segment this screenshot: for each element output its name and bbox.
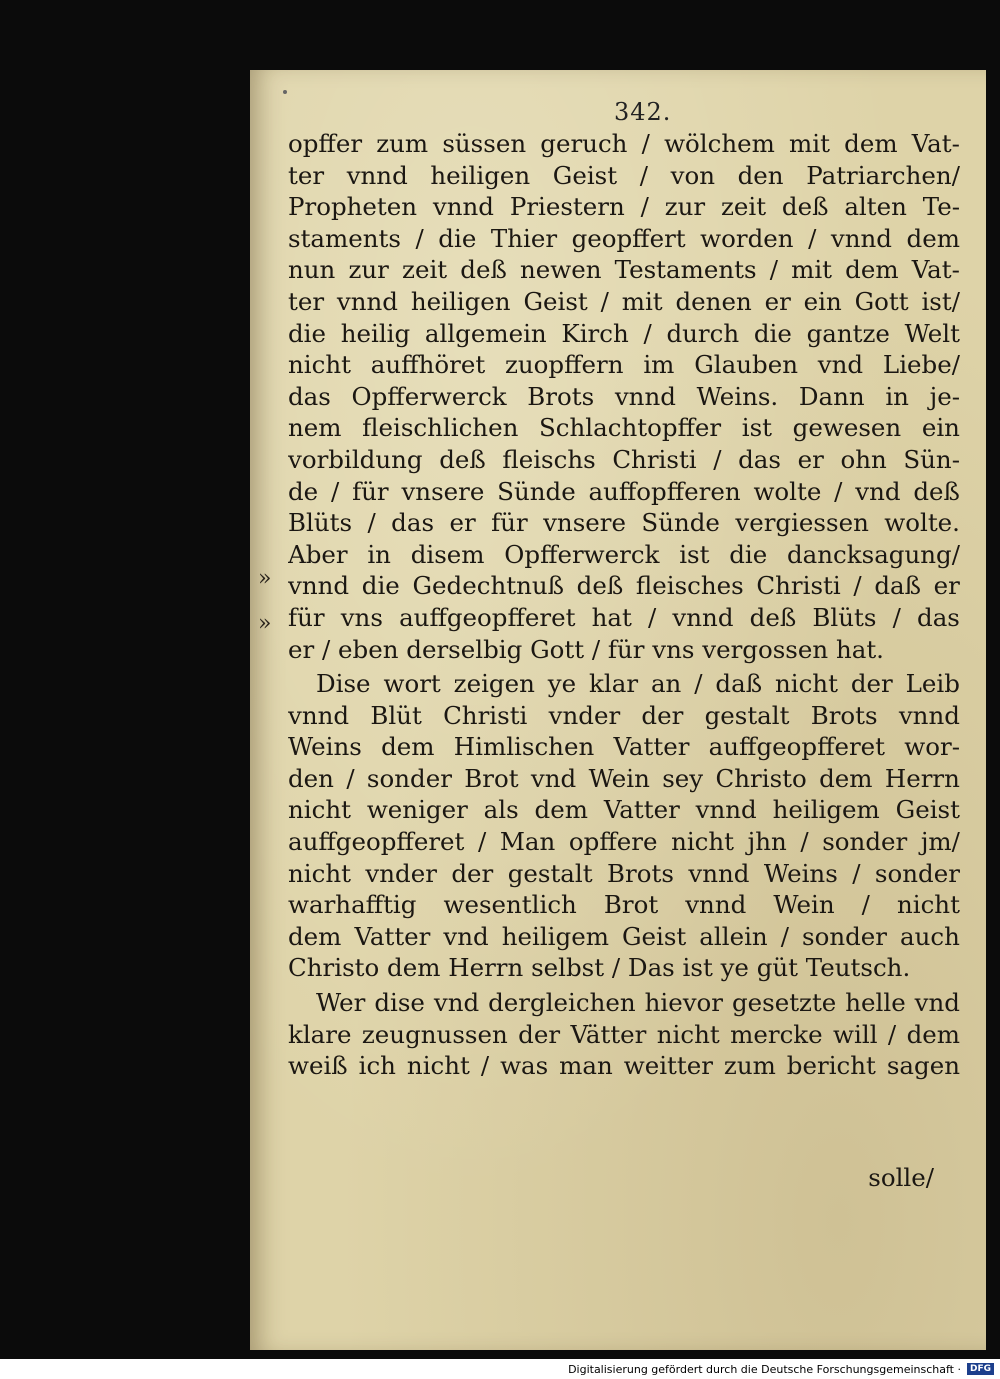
text-line: nicht auffhöret zuopffern im Glauben vnd Liebe/ bbox=[288, 350, 960, 380]
text-line: opffer zum süssen geruch / wölchem mit dem Vat- bbox=[288, 129, 960, 158]
text-line: nun zur zeit deß newen Testaments / mit dem Vat- bbox=[288, 255, 960, 285]
text-line: nem fleischlichen Schlachtopffer ist gewesen ein bbox=[288, 413, 960, 443]
page-text bbox=[288, 128, 960, 1082]
text-line: weiß ich nicht / was man weitter zum bericht sagen bbox=[288, 1051, 960, 1081]
text-line: Dise wort zeigen ye klar an / daß nicht der Leib bbox=[316, 669, 960, 699]
text-line: nicht vnder der gestalt Brots vnnd Weins / sonder bbox=[288, 858, 960, 888]
text-line: für vns auffgeopfferet hat / vnnd deß Blüts / das bbox=[288, 602, 960, 632]
text-line: er / eben derselbig Gott / für vns vergossen hat. bbox=[288, 634, 884, 664]
text-line: de / für vnsere Sünde auffopfferen wolte / vnd deß bbox=[288, 476, 960, 506]
text-line: Blüts / das er für vnsere Sünde vergiessen wolte. bbox=[288, 508, 960, 538]
paragraph-1 bbox=[288, 128, 960, 665]
text-line: ter vnnd heiligen Geist / von den Patriarchen/ bbox=[288, 160, 960, 190]
footer-bar bbox=[0, 1359, 1000, 1379]
page-number: 342. bbox=[614, 98, 672, 126]
paragraph-3 bbox=[288, 987, 960, 1082]
text-line: das Opfferwerck Brots vnnd Weins. Dann in je- bbox=[288, 381, 960, 411]
text-line: die heilig allgemein Kirch / durch die gantze Welt bbox=[288, 318, 960, 348]
text-line: klare zeugnussen der Vätter nicht mercke will / dem bbox=[288, 1019, 960, 1049]
text-line: Wer dise vnd dergleichen hievor gesetzte helle vnd bbox=[316, 988, 960, 1018]
margin-quote-mark: » bbox=[258, 566, 272, 591]
text-line: vnnd die Gedechtnuß deß fleisches Christi / daß er bbox=[288, 571, 960, 601]
text-line: ter vnnd heiligen Geist / mit denen er ein Gott ist/ bbox=[288, 286, 960, 316]
ink-speck bbox=[283, 90, 287, 94]
text-line: dem Vatter vnd heiligem Geist allein / sonder auch bbox=[288, 921, 960, 951]
funding-credit: Digitalisierung gefördert durch die Deutsche Forschungsgemeinschaft · bbox=[568, 1362, 961, 1376]
text-line: warhafftig wesentlich Brot vnnd Wein / nicht bbox=[288, 890, 960, 920]
text-line: Propheten vnnd Priestern / zur zeit deß alten Te- bbox=[288, 192, 960, 222]
margin-quote-mark: » bbox=[258, 611, 272, 636]
text-line: den / sonder Brot vnd Wein sey Christo dem Herrn bbox=[288, 763, 960, 793]
text-line: staments / die Thier geopffert worden / vnnd dem bbox=[288, 223, 960, 253]
dfg-logo: DFG bbox=[967, 1363, 994, 1375]
text-line: vorbildung deß fleischs Christi / das er ohn Sün- bbox=[288, 444, 960, 474]
text-line: Aber in disem Opfferwerck ist die dancksagung/ bbox=[288, 539, 960, 569]
text-line: Weins dem Himlischen Vatter auffgeopfferet wor- bbox=[288, 732, 960, 762]
paragraph-2 bbox=[288, 668, 960, 984]
text-line: Christo dem Herrn selbst / Das ist ye güt Teutsch. bbox=[288, 953, 911, 983]
catchword: solle/ bbox=[868, 1163, 934, 1192]
text-line: auffgeopfferet / Man opffere nicht jhn / sonder jm/ bbox=[288, 827, 960, 857]
text-line: nicht weniger als dem Vatter vnnd heiligem Geist bbox=[288, 795, 960, 825]
text-line: vnnd Blüt Christi vnder der gestalt Brots vnnd bbox=[288, 700, 960, 730]
